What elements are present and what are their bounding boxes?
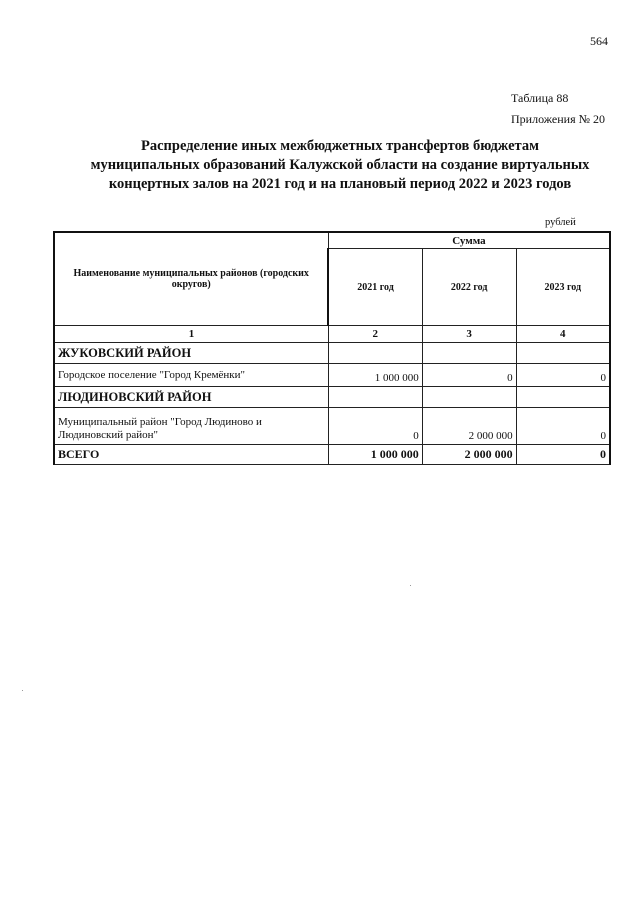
value-2021: 1 000 000 (328, 364, 422, 387)
transfers-table (53, 231, 611, 465)
district-name: ЖУКОВСКИЙ РАЙОН (54, 343, 328, 364)
value-2023: 0 (516, 408, 610, 445)
scan-speck (410, 585, 411, 586)
value-2021: 0 (328, 408, 422, 445)
entity-name: Муниципальный район "Город Людиново и Людиновский район" (54, 408, 328, 445)
scan-speck (22, 690, 23, 691)
value-2023 (516, 387, 610, 408)
document-title (60, 137, 620, 194)
value-2023: 0 (516, 364, 610, 387)
table-reference: Таблица 88 (511, 91, 569, 105)
table-row-entity (54, 364, 610, 387)
title-line: муниципальных образований Калужской области на создание виртуальных (90, 157, 590, 173)
value-2022 (422, 343, 516, 364)
header-year-2021: 2021 год (328, 249, 422, 326)
district-name: ЛЮДИНОВСКИЙ РАЙОН (54, 387, 328, 408)
total-2022: 2 000 000 (422, 445, 516, 465)
header-index-2: 2 (328, 326, 422, 343)
header-index-3: 3 (422, 326, 516, 343)
header-sum-group: Сумма (328, 232, 610, 249)
header-index-4: 4 (516, 326, 610, 343)
total-label: ВСЕГО (54, 445, 328, 465)
header-index-1: 1 (54, 326, 328, 343)
header-name-column: Наименование муниципальных районов (городских округов) (54, 232, 328, 326)
header-year-2022: 2022 год (422, 249, 516, 326)
page-number: 564 (590, 34, 608, 48)
value-2021 (328, 387, 422, 408)
table-row-district (54, 343, 610, 364)
entity-name: Городское поселение "Город Кремёнки" (54, 364, 328, 387)
total-2023: 0 (516, 445, 610, 465)
title-line: Распределение иных межбюджетных трансфертов бюджетам (141, 138, 539, 154)
title-line: концертных залов на 2021 год и на плановый период 2022 и 2023 годов (108, 176, 572, 192)
header-year-2023: 2023 год (516, 249, 610, 326)
total-2021: 1 000 000 (328, 445, 422, 465)
value-2023 (516, 343, 610, 364)
table-row-district (54, 387, 610, 408)
value-2021 (328, 343, 422, 364)
value-2022: 0 (422, 364, 516, 387)
value-2022 (422, 387, 516, 408)
table-row-total (54, 445, 610, 465)
units-label: рублей (545, 217, 576, 228)
table-row-entity (54, 408, 610, 445)
value-2022: 2 000 000 (422, 408, 516, 445)
appendix-reference: Приложения № 20 (511, 112, 606, 126)
